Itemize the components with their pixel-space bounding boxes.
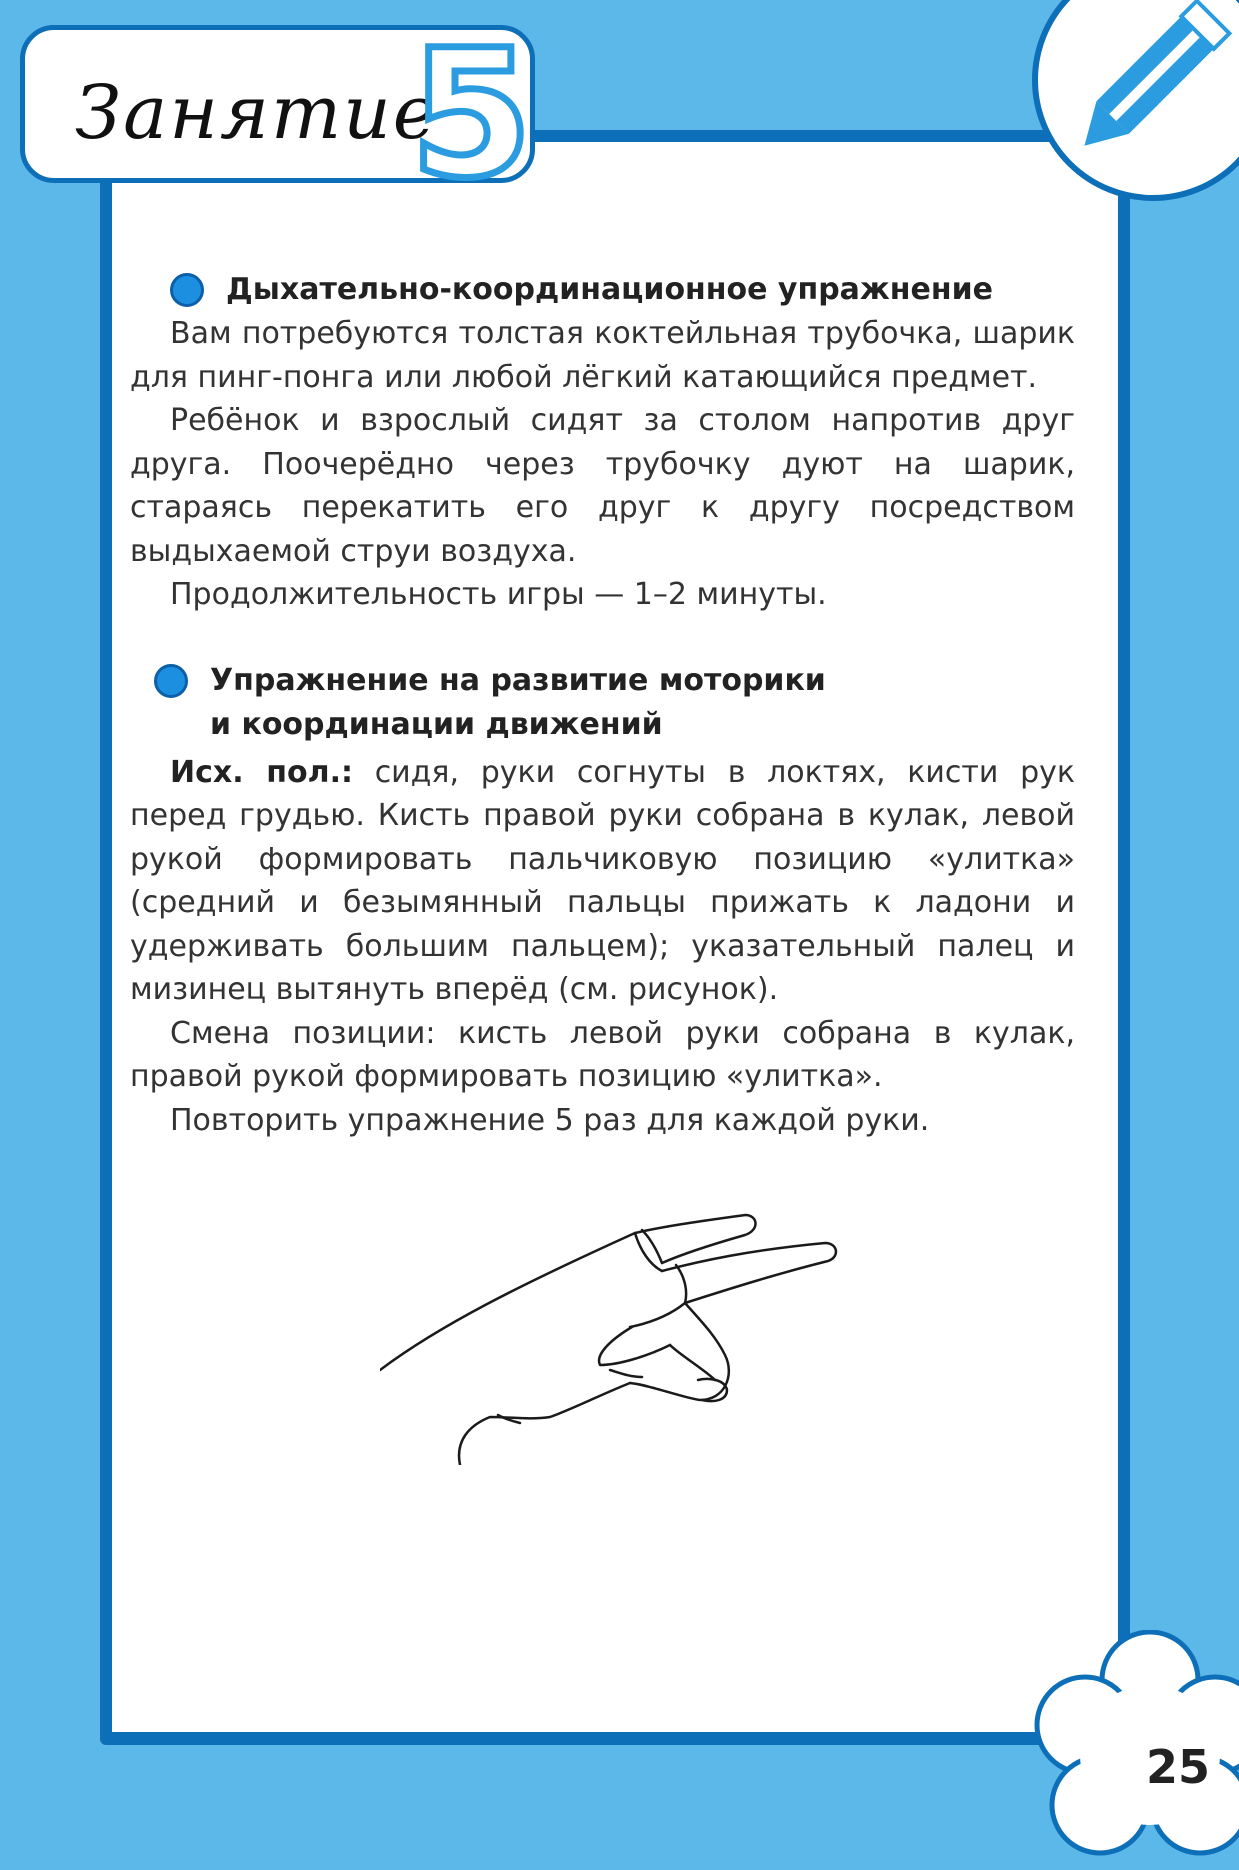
hand-illustration [380, 1205, 850, 1465]
lesson-title: Занятие [75, 70, 439, 156]
page-content [130, 268, 1075, 1142]
section2-heading-line2: и координации движений [210, 706, 663, 742]
section1-heading-text: Дыхательно-координационное упражнение [226, 272, 993, 307]
section2-paragraph: Повторить упражнение 5 раз для каждой руки. [170, 1102, 930, 1138]
section1-heading [130, 268, 1075, 312]
bullet-icon [170, 273, 204, 307]
section2-heading-line1: Упражнение на развитие моторики [210, 662, 826, 698]
pencil-icon [1028, 0, 1239, 205]
section1-paragraph: Продолжительность игры — 1–2 минуты. [170, 577, 827, 612]
start-position-label: Исх. пол.: [170, 754, 353, 790]
lesson-title-box [20, 12, 535, 217]
bullet-icon [154, 664, 188, 698]
start-position-text: сидя, руки согнуты в локтях, кисти рук перед грудью. Кисть правой руки собрана в кулак, левой рукой формировать пальчиковую позицию «улитка» (средний и безымянный пальцы прижать к ладони и удерживать большим пальцем); указательный палец и мизинец вытянуть вперёд (см. рисунок). [130, 754, 1075, 1007]
section2-start-position [130, 751, 1075, 1012]
lesson-number: 5 [410, 12, 533, 217]
section2-paragraph: Смена позиции: кисть левой руки собрана в кулак, правой рукой формировать позицию «улитка». [130, 1015, 1075, 1094]
page-number: 25 [1146, 1740, 1211, 1794]
section2-heading [130, 659, 1075, 747]
section1-paragraph: Ребёнок и взрослый сидят за столом напротив друг друга. Поочерёдно через трубочку дуют на шарик, стараясь перекатить его друг к другу посредством выдыхаемой струи воздуха. [130, 403, 1075, 569]
section1-paragraph: Вам потребуются толстая коктейльная трубочка, шарик для пинг-понга или любой лёгкий катающийся предмет. [130, 316, 1075, 395]
